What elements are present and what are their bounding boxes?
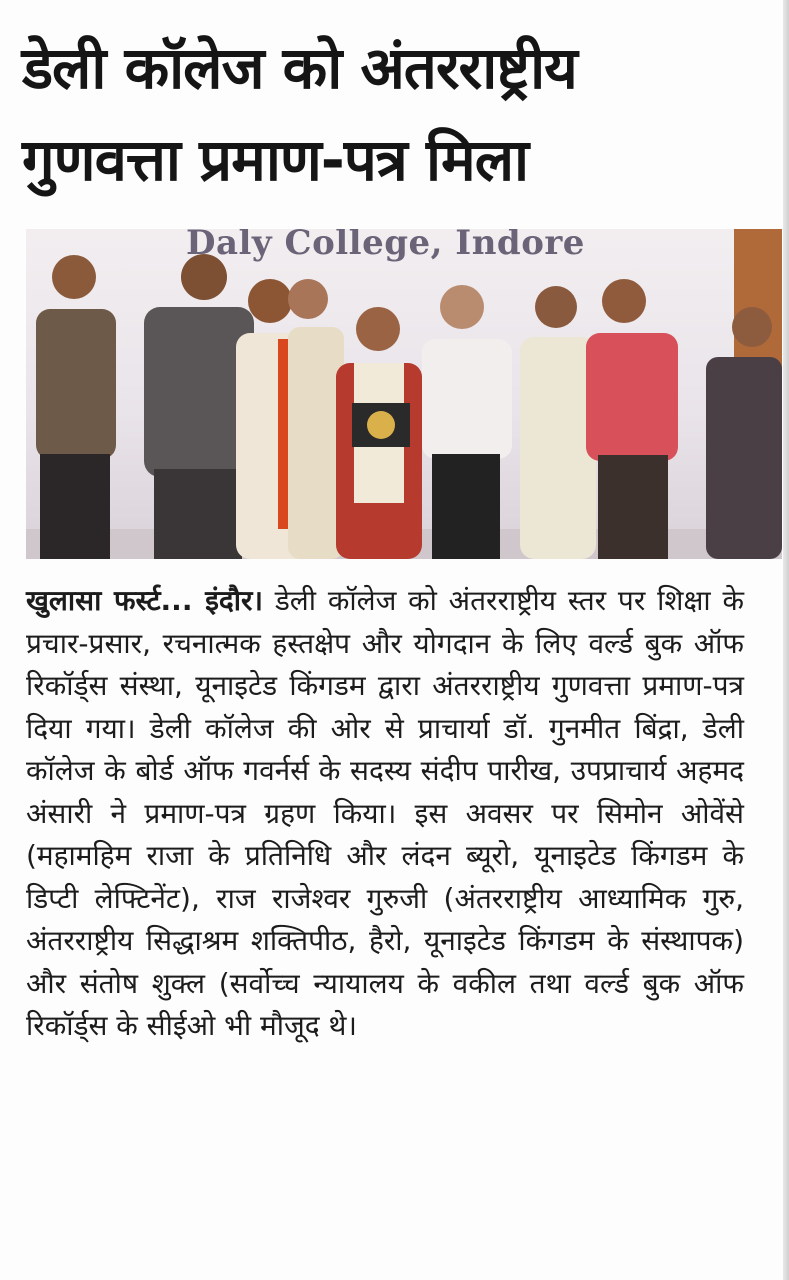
person-6 bbox=[422, 285, 512, 559]
headline bbox=[22, 22, 762, 206]
page-edge-rule bbox=[783, 0, 789, 1280]
news-photo bbox=[26, 229, 782, 559]
group-photo-illustration bbox=[26, 229, 782, 559]
headline-line-2: गुणवत्ता प्रमाण-पत्र मिला bbox=[22, 126, 529, 194]
person-8 bbox=[586, 279, 678, 559]
photo-backdrop-text: Daly College, Indore bbox=[186, 229, 585, 263]
person-7 bbox=[520, 286, 596, 559]
article-paragraph bbox=[26, 580, 744, 1048]
article-text: डेली कॉलेज को अंतरराष्ट्रीय स्तर पर शिक्षा के प्रचार-प्रसार, रचनात्मक हस्तक्षेप और योगदान के लिए वर्ल्ड बुक ऑफ रिकॉर्ड्स संस्था, यूनाइटेड किंगडम द्वारा अंतरराष्ट्रीय गुणवत्ता प्रमाण-पत्र दिया गया। डेली कॉलेज की ओर से प्राचार्या डॉ. गुनमीत बिंद्रा, डेली कॉलेज के बोर्ड ऑफ गवर्नर्स के सदस्य संदीप पारीख, उपप्राचार्य अहमद अंसारी ने प्रमाण-पत्र ग्रहण किया। इस अवसर पर सिमोन ओवेंसे (महामहिम राजा के प्रतिनिधि और लंदन ब्यूरो, यूनाइटेड किंगडम के डिप्टी लेफ्टिनेंट), राज राजेश्वर गुरुजी (अंतरराष्ट्रीय आध्यामिक गुरु, अंतरराष्ट्रीय सिद्धाश्रम शक्तिपीठ, हैरो, यूनाइटेड किंगडम के संस्थापक) और संतोष शुक्ल (सर्वोच्च न्यायालय के वकील तथा वर्ल्ड बुक ऑफ रिकॉर्ड्स के सीईओ भी मौजूद थे। bbox=[26, 584, 744, 1042]
person-1 bbox=[36, 255, 116, 559]
plaque bbox=[352, 403, 410, 447]
article-body bbox=[26, 580, 744, 1048]
person-4 bbox=[288, 279, 344, 559]
byline: खुलासा फर्स्ट... इंदौर। bbox=[26, 584, 264, 617]
headline-line-1: डेली कॉलेज को अंतरराष्ट्रीय bbox=[22, 34, 577, 102]
